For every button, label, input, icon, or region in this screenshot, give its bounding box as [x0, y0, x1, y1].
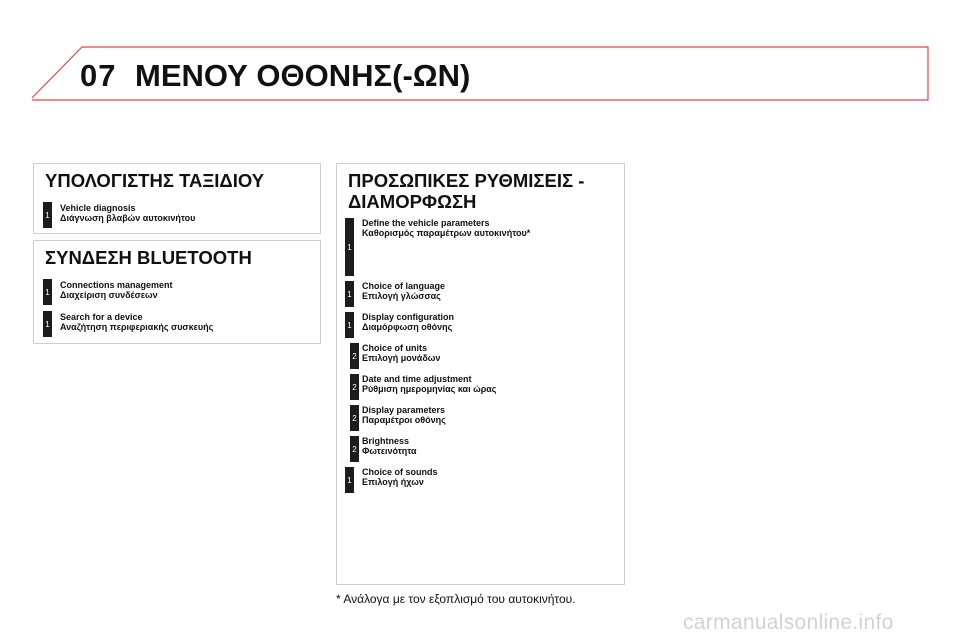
item-label-el: Ρύθμιση ημερομηνίας και ώρας — [362, 384, 497, 394]
item-label-en: Date and time adjustment — [362, 374, 472, 384]
item-label-el: Φωτεινότητα — [362, 446, 417, 456]
item-label-en: Choice of sounds — [362, 467, 438, 477]
chapter-number: 07 — [80, 58, 117, 93]
personal-settings-panel — [336, 163, 625, 585]
footnote: * Ανάλογα με τον εξοπλισμό του αυτοκινήτου. — [336, 592, 576, 606]
level-marker: 1 — [43, 311, 52, 337]
item-label-en: Brightness — [362, 436, 410, 446]
level-marker: 1 — [345, 467, 354, 493]
item-label-el: Αναζήτηση περιφεριακής συσκευής — [60, 322, 214, 332]
level-marker: 2 — [350, 436, 359, 462]
item-label-en: Display parameters — [362, 405, 446, 415]
item-label-el: Επιλογή μονάδων — [362, 353, 441, 363]
item-label-en: Choice of language — [362, 281, 446, 291]
item-label-el: Διάγνωση βλαβών αυτοκινήτου — [60, 213, 196, 223]
level-marker: 1 — [345, 218, 354, 276]
panel-title-line2: ΔΙΑΜΟΡΦΩΣΗ — [348, 191, 477, 212]
panel-title: ΣΥΝΔΕΣΗ BLUETOOTH — [45, 247, 252, 268]
level-marker: 1 — [345, 312, 354, 338]
panel-title-line1: ΠΡΟΣΩΠΙΚΕΣ ΡΥΘΜΙΣΕΙΣ - — [348, 170, 585, 191]
level-marker: 1 — [345, 281, 354, 307]
item-label-el: Καθορισμός παραμέτρων αυτοκινήτου* — [362, 228, 531, 238]
item-label-el: Παραμέτροι οθόνης — [362, 415, 446, 425]
item-label-el: Διαχείριση συνδέσεων — [60, 290, 158, 300]
item-label-en: Search for a device — [60, 312, 143, 322]
panel-title: ΥΠΟΛΟΓΙΣΤΗΣ ΤΑΞΙΔΙΟΥ — [45, 170, 265, 191]
page-header — [0, 0, 960, 110]
item-label-el: Επιλογή γλώσσας — [362, 291, 441, 301]
level-marker: 2 — [350, 374, 359, 400]
item-label-en: Define the vehicle parameters — [362, 218, 490, 228]
bluetooth-panel — [33, 240, 321, 344]
watermark: carmanualsonline.info — [683, 611, 894, 634]
level-marker: 1 — [43, 279, 52, 305]
item-label-el: Διαμόρφωση οθόνης — [362, 322, 453, 332]
page-title: ΜΕΝΟΥ ΟΘΟΝΗΣ(-ΩΝ) — [135, 58, 471, 93]
item-label-en: Choice of units — [362, 343, 427, 353]
item-label-el: Επιλογή ήχων — [362, 477, 424, 487]
level-marker: 2 — [350, 405, 359, 431]
item-label-en: Display configuration — [362, 312, 455, 322]
trip-computer-panel — [33, 163, 321, 234]
level-marker: 2 — [350, 343, 359, 369]
item-label-en: Connections management — [60, 280, 173, 290]
level-marker: 1 — [43, 202, 52, 228]
item-label-en: Vehicle diagnosis — [60, 203, 136, 213]
